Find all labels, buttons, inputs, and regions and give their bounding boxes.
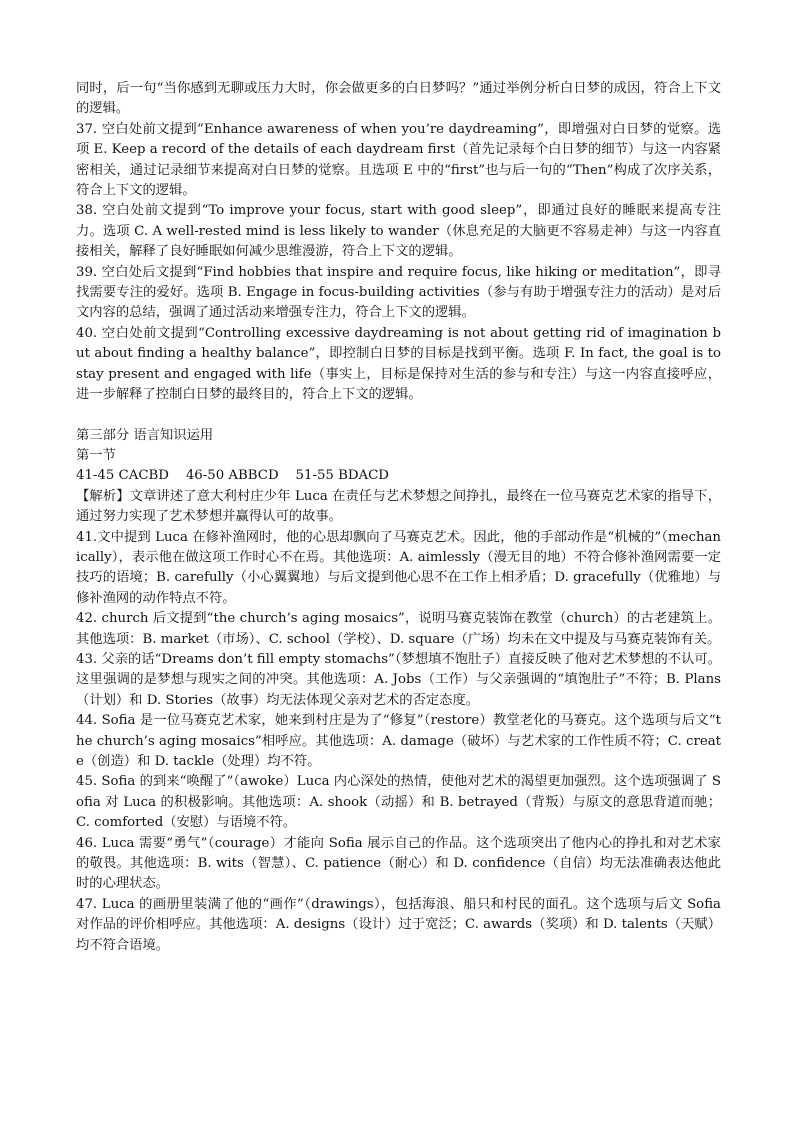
explanation-paragraph: 39. 空白处后文提到“Find hobbies that inspire and require focus, like hiking or meditation”，即寻找需要专注的爱好。选项 B. Engage in focus-building activities（参与有助于增强专注力的活动）是对后文内容的总结，强调了通过活动来增强专注力，符合上下文的逻辑。 xyxy=(76,264,721,321)
explanation-paragraph: 38. 空白处前文提到“To improve your focus, start with good sleep”，即通过良好的睡眠来提高专注力。选项 C. A well-rested mind is less likely to wander（休息充足的大脑更不容易走神）与这一内容直接相关，解释了良好睡眠如何减少思维漫游，符合上下文的逻辑。 xyxy=(76,203,721,260)
explanation-paragraph: 43. 父亲的话“Dreams don’t fill empty stomachs”（梦想填不饱肚子）直接反映了他对艺术梦想的不认可。这里强调的是梦想与现实之间的冲突。其他选项：A. Jobs（工作）与父亲强调的“填饱肚子”不符；B. Plans（计划）和 D. Stories（故事）均无法体现父亲对艺术的否定态度。 xyxy=(76,651,721,708)
explanation-paragraph: 41.文中提到 Luca 在修补渔网时，他的心思却飘向了马赛克艺术。因此，他的手部动作是“机械的”（mechanically），表示他在做这项工作时心不在焉。其他选项：A. aimlessly（漫无目的地）不符合修补渔网需要一定技巧的语境；B. carefully（小心翼翼地）与后文提到他心思不在工作上相矛盾；D. gracefully（优雅地）与修补渔网的动作特点不符。 xyxy=(76,529,721,606)
explanation-paragraph: 47. Luca 的画册里装满了他的“画作”（drawings），包括海浪、船只和村民的面孔。这个选项与后文 Sofia 对作品的评价相呼应。其他选项：A. designs（设计）过于宽泛；C. awards（奖项）和 D. talents（天赋）均不符合语境。 xyxy=(76,896,721,953)
answer-explanations-block xyxy=(76,79,721,406)
explanation-paragraph: 45. Sofia 的到来“唤醒了”（awoke）Luca 内心深处的热情，使他对艺术的渴望更加强烈。这个选项强调了 Sofia 对 Luca 的积极影响。其他选项：A. shook（动摇）和 B. betrayed（背叛）与原文的意思背道而驰；C. comforted（安慰）与语境不符。 xyxy=(76,774,721,831)
explanation-paragraph: 40. 空白处前文提到“Controlling excessive daydreaming is not about getting rid of imagination but about finding a healthy balance”，即控制白日梦的目标是找到平衡。选项 F. In fact, the goal is to stay present and engaged with life（事实上，目标是保持对生活的参与和专注）与这一内容直接呼应，进一步解释了控制白日梦的最终目的，符合上下文的逻辑。 xyxy=(76,325,721,403)
language-usage-explanations xyxy=(76,487,721,956)
explanation-paragraph: 46. Luca 需要“勇气”（courage）才能向 Sofia 展示自己的作品。这个选项突出了他内心的挣扎和对艺术家的敬畏。其他选项：B. wits（智慧）、C. patience（耐心）和 D. confidence（自信）均无法准确表达他此时的心理状态。 xyxy=(76,835,721,892)
explanation-paragraph: 44. Sofia 是一位马赛克艺术家，她来到村庄是为了“修复”（restore）教堂老化的马赛克。这个选项与后文“the church’s aging mosaics”相呼应。其他选项：A. damage（破坏）与艺术家的工作性质不符；C. create（创造）和 D. tackle（处理）均不符。 xyxy=(76,713,721,769)
explanation-paragraph: 【解析】文章讲述了意大利村庄少年 Luca 在责任与艺术梦想之间挣扎，最终在一位马赛克艺术家的指导下，通过努力实现了艺术梦想并赢得认可的故事。 xyxy=(76,488,721,525)
spacer xyxy=(76,406,721,426)
section-title: 第一节 xyxy=(76,447,116,463)
part-title: 第三部分 语言知识运用 xyxy=(76,427,214,443)
explanation-paragraph: 37. 空白处前文提到“Enhance awareness of when you’re daydreaming”，即增强对白日梦的觉察。选项 E. Keep a record of the details of each daydream first（首先记录每个白日梦的细节）与这一内容紧密相关，通过记录细节来提高对白日梦的觉察。且选项 E 中的“first”也与后一句的“Then”构成了次序关系，符合上下文的逻辑。 xyxy=(76,121,721,199)
explanation-paragraph: 42. church 后文提到“the church’s aging mosaics”，说明马赛克装饰在教堂（church）的古老建筑上。其他选项：B. market（市场）、C. school（学校）、D. square（广场）均未在文中提及与马赛克装饰有关。 xyxy=(76,611,721,647)
answer-key-line: 41-45 CACBD 46-50 ABBCD 51-55 BDACD xyxy=(76,468,389,484)
explanation-paragraph: 同时，后一句“当你感到无聊或压力大时，你会做更多的白日梦吗？”通过举例分析白日梦的成因，符合上下文的逻辑。 xyxy=(76,81,721,117)
